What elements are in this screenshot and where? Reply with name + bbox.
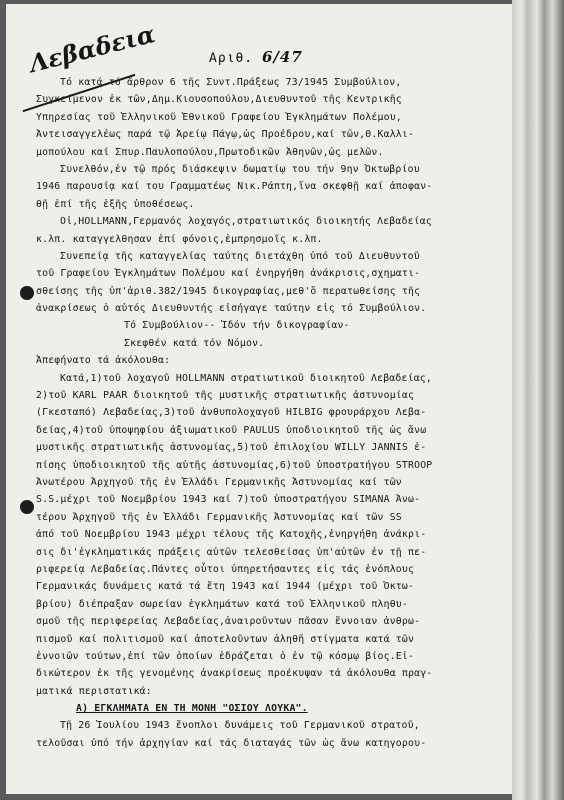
text-line: θῇ ἐπί τῆς ἑξῆς ὑποθέσεως. (36, 198, 195, 210)
text-line: κ.λπ. καταγγελθησαν ἐπί φόνοις,ἐμπρησμοῖς κ.λπ. (36, 233, 323, 245)
text-line: τοῦ Γραφείου Ἐγκλημάτων Πολέμου καί ἐνηργήθη ἀνάκρισις,σχηματι- (36, 268, 421, 280)
document-page (6, 4, 514, 794)
text-line: Ἀντεισαγγελέως παρά τῷ Ἀρείῳ Πάγῳ,ὡς Προέδρου,καί τῶν,Θ.Καλλι- (36, 129, 415, 141)
text-line: σμοῦ τῆς περιφερείας Λεβαδείας,ἀναιροῦντων πᾶσαν ἔννοιαν ἀνθρω- (36, 616, 421, 628)
text-line: Οἱ,HOLLMANN,Γερμανός λοχαγός,στρατιωτικός διοικητής Λεβαδείας (60, 216, 432, 228)
text-line: πισμοῦ καί πολιτισμοῦ καί ἀποτελοῦντων ἀληθῆ στίγματα κατά τῶν (36, 633, 415, 645)
text-line: δείας,4)τοῦ ὑποψηφίου ἀξιωματικοῦ PAULUS ὑποδιοικητοῦ τῆς ὡς ἄνω (36, 424, 427, 436)
punch-hole (20, 500, 34, 514)
text-line: Συνεπείᾳ τῆς καταγγελίας ταύτης διετάχθη ὑπό τοῦ Διευθυντοῦ (60, 250, 420, 262)
text-line: Κατά,1)τοῦ λοχαγοῦ HOLLMANN στρατιωτικοῦ διοικητοῦ Λεβαδείας, (60, 372, 432, 384)
text-line: ριφερείᾳ Λεβαδείας.Πάντες οὗτοι ὑπηρετήσαντες εἰς τάς ἐνόπλους (36, 563, 415, 575)
reference-label: Αριθ. (209, 51, 254, 66)
text-line: ἐννοιῶν τούτων,ἐπί τῶν ὁποίων ἑδράζεται ὁ ἐν τῷ κόσμῳ βίος.Εἰ- (36, 650, 415, 662)
text-line: ματικά περιστατικά: (36, 685, 152, 697)
text-line: Ὑπηρεσίας τοῦ Ἑλληνικοῦ Ἐθνικοῦ Γραφείου Ἐγκλημάτων Πολέμου, (36, 111, 402, 123)
text-line: Ἀπεφήνατο τά ἀκόλουθα: (36, 355, 171, 367)
handwritten-note: Λεβαδεια (26, 18, 158, 79)
document-body (36, 74, 514, 752)
text-line: βρίου) διέπραξαν σωρείαν ἐγκλημάτων κατά τοῦ Ἑλληνικοῦ πληθυ- (36, 598, 408, 610)
text-line: Συγκείμενον ἐκ τῶν,Δημ.Κιουσοπούλου,Διευθυντοῦ τῆς Κεντρικῆς (36, 94, 402, 106)
punch-hole (20, 286, 34, 300)
text-line: σις δι'ἐγκληματικάς πράξεις αὐτῶν τελεσθείσας ὑπ'αὐτῶν ἐν τῇ πε- (36, 546, 427, 558)
text-line: 2)τοῦ KARL PAAR διοικητοῦ τῆς μυστικῆς στρατιωτικῆς ἀστυνομίας (36, 390, 415, 402)
text-line: τελοῦσαι ὑπό τήν ἀρχηγίαν καί τάς διαταγάς τῶν ὡς ἄνω κατηγορου- (36, 737, 427, 749)
text-line: σθείσης τῆς ὑπ'ἀριθ.382/1945 δικογραφίας,μεθ'ὅ περατωθείσης τῆς (36, 285, 421, 297)
text-line: μυστικῆς στρατιωτικῆς ἀστυνομίας,5)τοῦ ἐπιλοχίου WILLY JANNIS ἐ- (36, 442, 427, 454)
text-line: Ἀνωτέρου Ἀρχηγοῦ τῆς ἐν Ἑλλάδι Γερμανικῆς Ἀστυνομίας καί τῶν (36, 476, 402, 488)
text-line: δικώτερον ἐκ τῆς γενομένης ἀνακρίσεως προέκυψαν τά ἀκόλουθα πραγ- (36, 668, 433, 680)
reference-value: 6/47 (261, 48, 303, 66)
text-line: μοπούλου καί Σπυρ.Παυλοπούλου,Πρωτοδικῶν Ἀθηνῶν,ὡς μελῶν. (36, 146, 384, 158)
text-line: Συνελθόν,ἐν τῷ πρός διάσκεψιν δωματίῳ του τήν 9ην Ὀκτωβρίου (60, 163, 420, 175)
text-line: Σκεφθέν κατά τόν Νόμον. (124, 337, 265, 349)
text-line: ἀπό τοῦ Νοεμβρίου 1943 μέχρι τέλους τῆς Κατοχῆς,ἐνηργήθη ἀνάκρι- (36, 529, 427, 541)
text-line: (Γκεσταπό) Λεβαδείας,3)τοῦ ἀνθυπολοχαγοῦ HILBIG φρουράρχου Λεβα- (36, 407, 427, 419)
text-line: ἀνακρίσεως ὁ αὐτός Διευθυντής εἰσήγαγε ταύτην εἰς τό Συμβούλιον. (36, 303, 427, 315)
text-line: Τῇ 26 Ἰουλίου 1943 ἔνοπλοι δυνάμεις τοῦ Γερμανικοῦ στρατοῦ, (60, 720, 420, 732)
text-line: τέρου Ἀρχηγοῦ τῆς ἐν Ἑλλάδι Γερμανικῆς Ἀστυνομίας καί τῶν SS (36, 511, 402, 523)
text-line: S.S.μέχρι τοῦ Νοεμβρίου 1943 καί 7)τοῦ ὑποστρατήγου SIMANA Ἀνω- (36, 494, 421, 506)
stacked-page-edges (512, 0, 564, 800)
section-heading: Α) ΕΓΚΛΗΜΑΤΑ ΕΝ ΤΗ ΜΟΝΗ "ΟΣΙΟΥ ΛΟΥΚΑ". (76, 703, 308, 715)
text-line: Γερμανικάς δυνάμεις κατά τά ἔτη 1943 καί 1944 (μέχρι τοῦ Ὀκτω- (36, 581, 415, 593)
text-line: Τό κατά τό ἄρθρον 6 τῆς Συντ.Πράξεως 73/1945 Συμβούλιον, (60, 77, 402, 88)
reference-number (209, 48, 303, 66)
text-line: 1946 παρουσίᾳ καί του Γραμματέως Νικ.Ράπτη,ἵνα σκεφθῇ καί ἀποφαν- (36, 181, 433, 193)
text-line: Τό Συμβούλιον-- Ἰδόν τήν δικογραφίαν- (124, 320, 350, 332)
text-line: πίσης ὑποδιοικητοῦ τῆς αὐτῆς ἀστυνομίας,6)τοῦ ὑποστρατήγου STROOP (36, 459, 433, 471)
